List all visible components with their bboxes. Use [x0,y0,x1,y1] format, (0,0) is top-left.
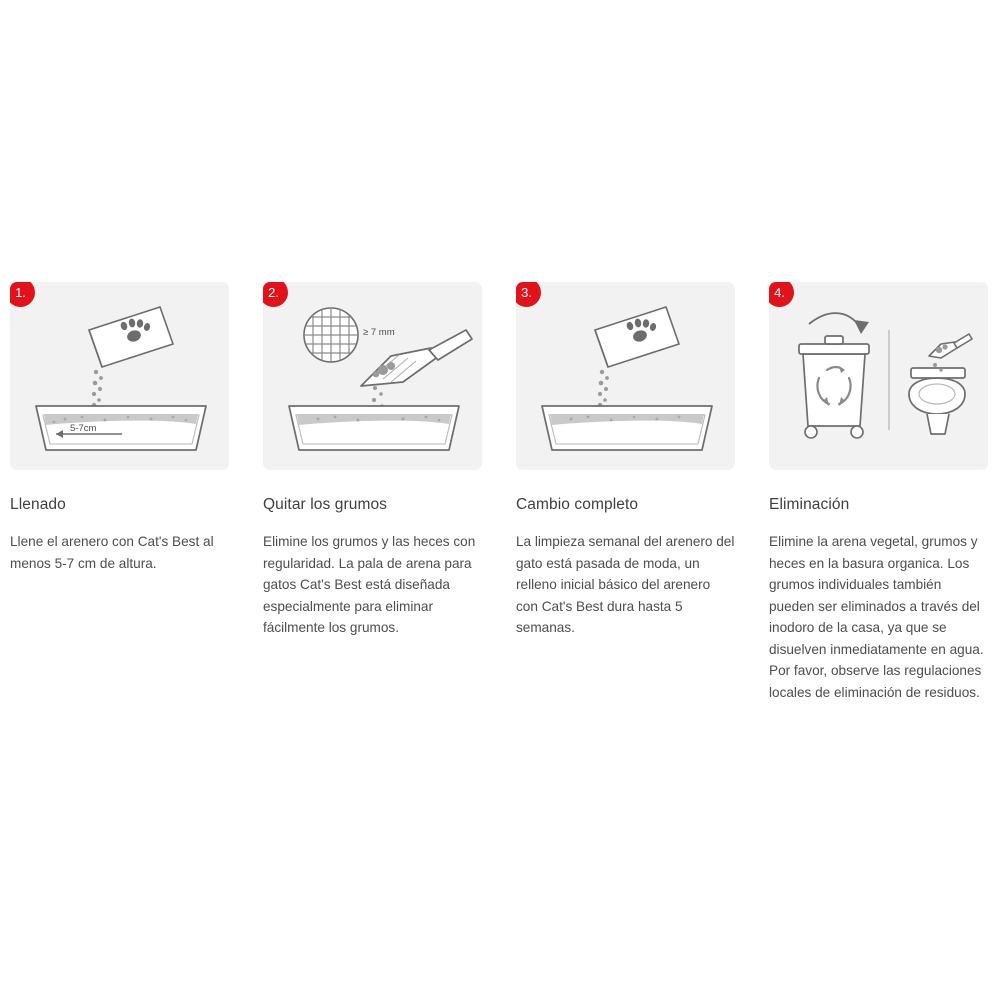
scoop-sifting-illustration [263,282,482,470]
step-4-body: Elimine la arena vegetal, grumos y heces en la basura organica. Los grumos individuales también pueden ser eliminados a través del inodoro de la casa, ya que se disuelven inmediatamente en agua. Por favor, observe las regulaciones locales de eliminación de residuos. [769,534,984,700]
step-4-badge: 4. [769,282,794,307]
step-3-title: Cambio completo [516,496,639,513]
step-3-figure [516,282,735,470]
mesh-size-label: ≥ 7 mm [363,327,395,338]
step-2 [263,282,482,703]
step-1-badge: 1. [10,282,35,307]
step-2-body: Elimine los grumos y las heces con regularidad. La pala de arena para gatos Cat's Best está diseñada especialmente para eliminar fácilmente los grumos. [263,534,476,635]
step-2-badge: 2. [263,282,288,307]
step-1 [10,282,229,703]
step-1-title: Llenado [10,496,66,513]
step-1-body: Llene el arenero con Cat's Best al menos 5-7 cm de altura. [10,534,214,571]
step-3 [516,282,735,703]
instruction-steps [10,282,990,703]
litter-box-filling-illustration [10,282,229,470]
step-3-badge: 3. [516,282,541,307]
step-2-title: Quitar los grumos [263,496,388,513]
step-4 [769,282,988,703]
step-4-figure [769,282,988,470]
step-3-body: La limpieza semanal del arenero del gato está pasada de moda, un relleno inicial básico del arenero con Cat's Best dura hasta 5 semanas. [516,534,735,635]
depth-label: 5-7cm [70,423,97,434]
disposal-illustration [769,282,988,470]
step-4-title: Eliminación [769,496,850,513]
step-2-figure [263,282,482,470]
step-1-figure [10,282,229,470]
full-change-illustration [516,282,735,470]
